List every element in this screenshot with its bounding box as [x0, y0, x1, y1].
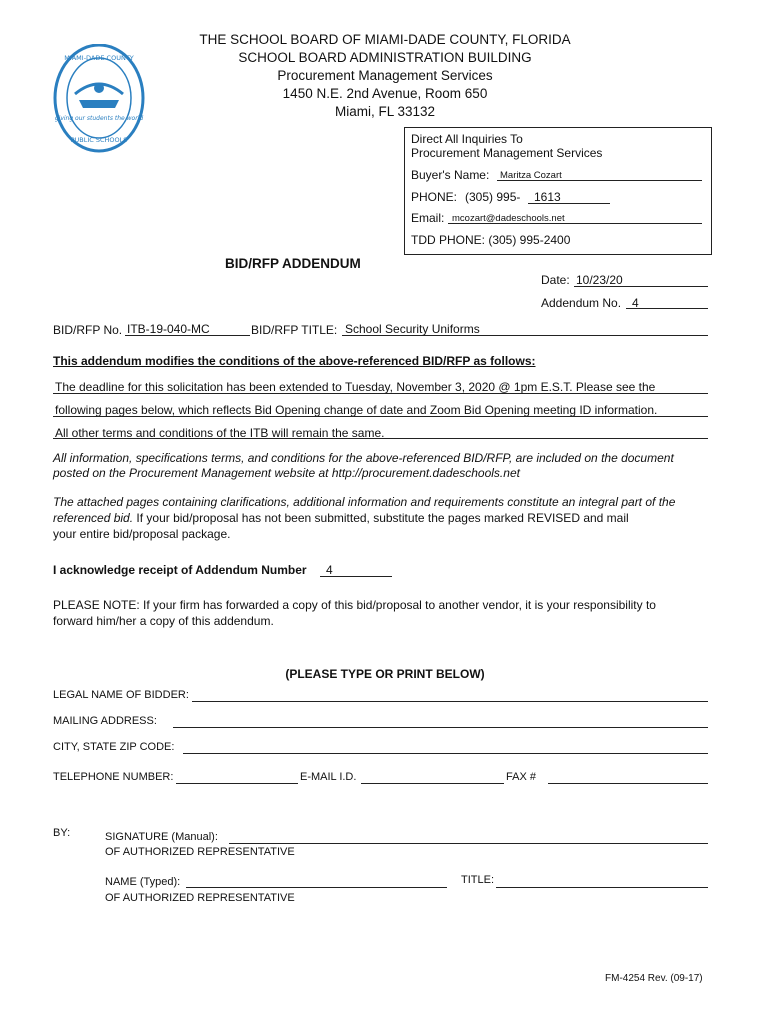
modification-line-1: The deadline for this solicitation has been extended to Tuesday, November 3, 2020 @ 1pm E.S.T. Please see the	[55, 380, 656, 394]
logo-bottom-text: PUBLIC SCHOOLS	[70, 136, 128, 144]
note-line-2: forward him/her a copy of this addendum.	[53, 614, 274, 628]
telephone-label: TELEPHONE NUMBER:	[53, 771, 174, 783]
bid-no-label: BID/RFP No.	[53, 323, 123, 337]
addendum-label: Addendum No.	[541, 296, 622, 310]
inquiry-line-1: Direct All Inquiries To	[411, 132, 523, 146]
header-line-1: THE SCHOOL BOARD OF MIAMI-DADE COUNTY, FLORIDA	[199, 32, 571, 47]
name-typed-field[interactable]	[186, 887, 447, 888]
print-heading: (PLEASE TYPE OR PRINT BELOW)	[285, 667, 485, 681]
date-label: Date:	[541, 273, 570, 287]
title-field[interactable]	[496, 887, 708, 888]
logo-top-text: MIAMI-DADE COUNTY	[64, 54, 134, 62]
buyer-name-label: Buyer's Name:	[411, 168, 490, 182]
info-line-1: All information, specifications terms, and conditions for the above-referenced BID/RFP, are included on the document	[53, 451, 674, 465]
signature-label: SIGNATURE (Manual):	[105, 831, 218, 843]
page-title: BID/RFP ADDENDUM	[225, 256, 361, 271]
modifies-heading: This addendum modifies the conditions of the above-referenced BID/RFP as follows:	[53, 354, 536, 368]
email-label: Email:	[411, 211, 445, 225]
form-number: FM-4254 Rev. (09-17)	[605, 973, 703, 984]
bid-no-value: ITB-19-040-MC	[127, 322, 210, 336]
header-line-4: 1450 N.E. 2nd Avenue, Room 650	[282, 86, 488, 101]
fax-field[interactable]	[548, 783, 708, 784]
modification-line-2: following pages below, which reflects Bid Opening change of date and Zoom Bid Opening meeting ID information.	[55, 403, 658, 417]
addendum-value: 4	[632, 296, 639, 310]
fax-label: FAX #	[506, 771, 536, 783]
signature-field[interactable]	[229, 843, 708, 844]
attached-line-1: The attached pages containing clarifications, additional information and requirements constitute an integral part of the	[53, 495, 676, 509]
modification-rule-2	[53, 416, 708, 417]
bid-title-value: School Security Uniforms	[345, 322, 480, 336]
phone-value: 1613	[534, 190, 561, 204]
info-line-2: posted on the Procurement Management website at http://procurement.dadeschools.net	[53, 466, 520, 480]
phone-label: PHONE:	[411, 190, 458, 204]
telephone-field[interactable]	[176, 783, 298, 784]
city-state-zip-field[interactable]	[183, 753, 708, 754]
attached-italic: referenced bid.	[53, 511, 134, 525]
phone-prefix: (305) 995-	[465, 190, 521, 204]
note-line-1: PLEASE NOTE: If your firm has forwarded a copy of this bid/proposal to another vendor, it is your responsibility to	[53, 598, 656, 612]
header-line-2: SCHOOL BOARD ADMINISTRATION BUILDING	[238, 50, 532, 65]
buyer-name-value: Maritza Cozart	[500, 170, 562, 181]
authorized-rep-2: OF AUTHORIZED REPRESENTATIVE	[105, 892, 295, 904]
logo-motto: giving our students the world	[54, 115, 144, 122]
inquiry-line-2: Procurement Management Services	[411, 146, 603, 160]
modification-line-3: All other terms and conditions of the ITB will remain the same.	[55, 426, 385, 440]
tdd-phone: TDD PHONE: (305) 995-2400	[411, 233, 571, 247]
modification-rule-3	[53, 438, 708, 439]
title-label: TITLE:	[461, 874, 495, 886]
header-line-3: Procurement Management Services	[277, 68, 493, 83]
attached-line-2	[53, 511, 629, 525]
legal-name-field[interactable]	[192, 701, 708, 702]
by-label: BY:	[53, 827, 71, 839]
mailing-address-label: MAILING ADDRESS:	[53, 715, 157, 727]
city-state-zip-label: CITY, STATE ZIP CODE:	[53, 741, 175, 753]
bid-title-label: BID/RFP TITLE:	[251, 323, 338, 337]
acknowledge-value: 4	[326, 563, 333, 577]
email-id-field[interactable]	[361, 783, 504, 784]
email-id-label: E-MAIL I.D.	[300, 771, 357, 783]
attached-line-3: your entire bid/proposal package.	[53, 527, 231, 541]
legal-name-label: LEGAL NAME OF BIDDER:	[53, 689, 189, 701]
authorized-rep-1: OF AUTHORIZED REPRESENTATIVE	[105, 846, 295, 858]
name-typed-label: NAME (Typed):	[105, 876, 181, 888]
attached-rest: If your bid/proposal has not been submitted, substitute the pages marked REVISED and mail	[133, 511, 629, 525]
header-line-5: Miami, FL 33132	[334, 104, 436, 119]
modification-rule-1	[53, 393, 708, 394]
mailing-address-field[interactable]	[173, 727, 708, 728]
acknowledge-label: I acknowledge receipt of Addendum Number	[53, 563, 307, 577]
date-value: 10/23/20	[576, 273, 623, 287]
email-value: mcozart@dadeschools.net	[452, 213, 565, 224]
